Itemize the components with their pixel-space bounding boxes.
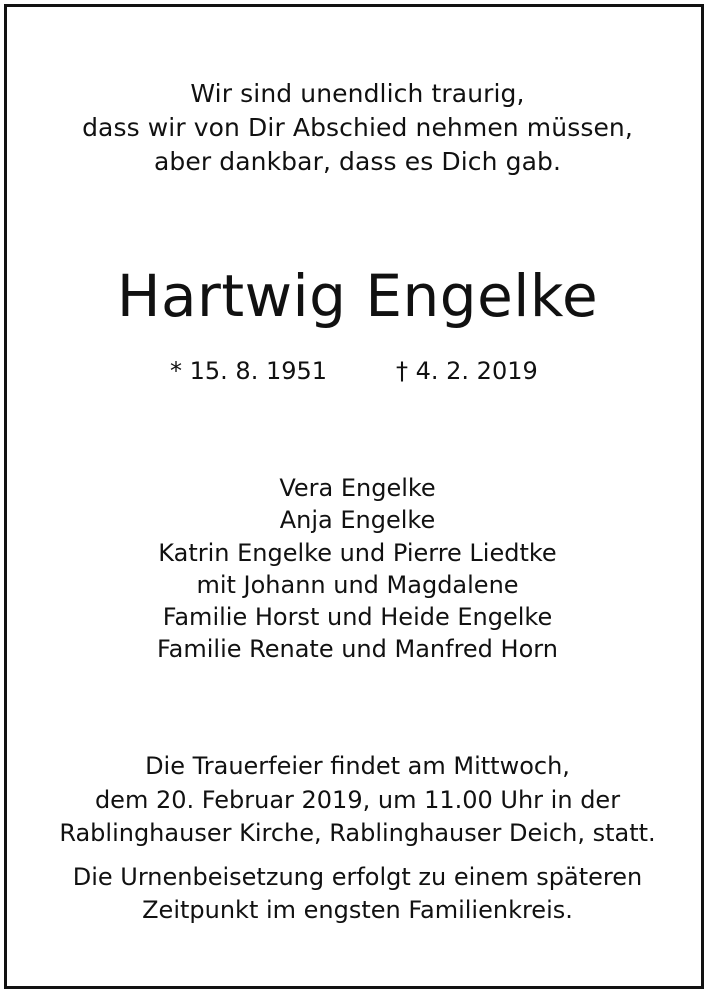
mourner-line: mit Johann und Magdalene	[196, 571, 519, 599]
birth-date: * 15. 8. 1951	[170, 357, 328, 385]
mourner-line: Katrin Engelke und Pierre Liedtke	[158, 539, 557, 567]
mourner-line: Familie Horst und Heide Engelke	[162, 603, 553, 631]
mourner-line: Vera Engelke	[279, 474, 436, 502]
mourner-line: Anja Engelke	[279, 506, 436, 534]
mourner-line: Familie Renate und Manfred Horn	[157, 635, 558, 663]
burial-line-1: Die Urnenbeisetzung erfolgt zu einem späteren	[72, 863, 643, 891]
deceased-name: Hartwig Engelke	[116, 262, 599, 330]
verse-line-2: dass wir von Dir Abschied nehmen müssen,	[82, 113, 633, 142]
verse-line-1: Wir sind unendlich traurig,	[190, 79, 525, 108]
funeral-line-2: dem 20. Februar 2019, um 11.00 Uhr in der	[94, 786, 621, 814]
funeral-line-3: Rablinghauser Kirche, Rablinghauser Deich, statt.	[59, 819, 656, 847]
funeral-line-1: Die Trauerfeier findet am Mittwoch,	[145, 752, 570, 780]
verse-line-3: aber dankbar, dass es Dich gab.	[153, 147, 562, 176]
death-date: † 4. 2. 2019	[396, 357, 538, 385]
burial-line-2: Zeitpunkt im engsten Familienkreis.	[142, 896, 573, 924]
